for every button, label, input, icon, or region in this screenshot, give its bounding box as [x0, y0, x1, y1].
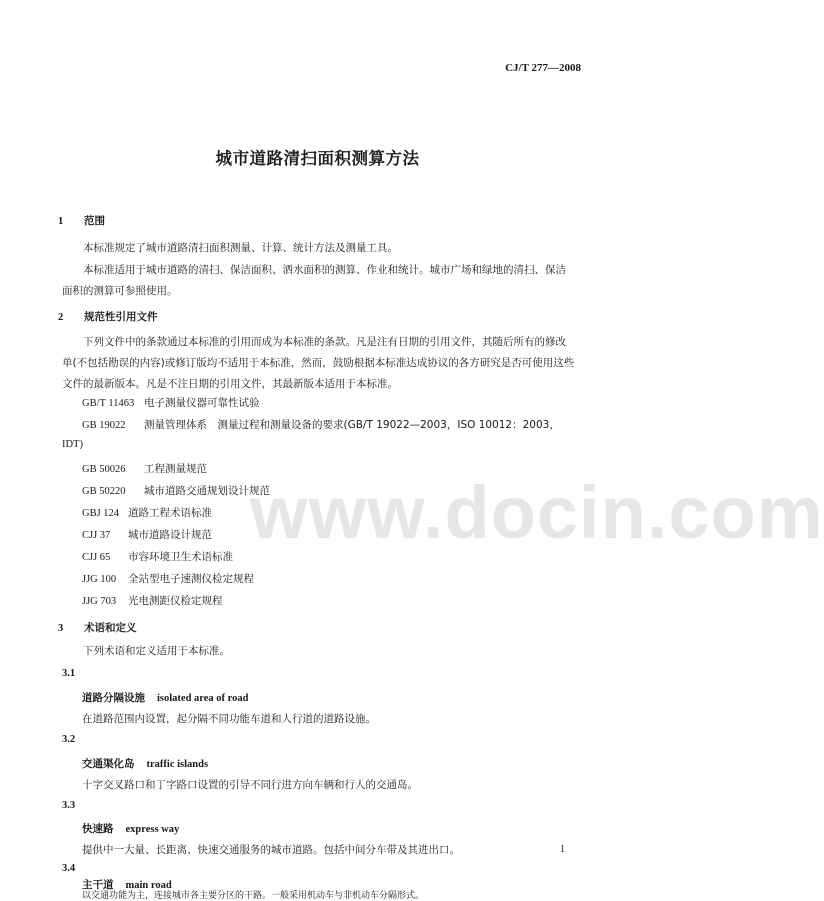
section-title: 术语和定义 [84, 622, 137, 634]
section-number: 2 [58, 312, 64, 323]
reference-code: GBJ 124 [82, 508, 120, 519]
document-title: 城市道路清扫面积测算方法 [215, 149, 420, 168]
term-definition: 在道路范围内设置，起分隔不同功能车道和人行道的道路设施。 [82, 713, 376, 725]
term-definition: 以交通功能为主，连接城市各主要分区的干路。一般采用机动车与非机动车分隔形式。 [82, 891, 425, 901]
section-3-heading [58, 620, 137, 635]
reference-name: 城市道路交通规划设计规范 [144, 485, 270, 497]
term-name [82, 756, 208, 771]
term-english: isolated area of road [157, 693, 249, 704]
reference-code: GB 50026 [82, 464, 126, 475]
section-title: 规范性引用文件 [84, 311, 158, 323]
term-chinese: 交通渠化岛 [82, 758, 135, 770]
standard-code: CJ/T 277—2008 [505, 62, 581, 74]
reference-code: CJJ 65 [82, 552, 111, 563]
watermark: www.docin.com [250, 471, 824, 554]
term-english: traffic islands [146, 759, 209, 770]
reference-code: GB/T 11463 [82, 398, 135, 409]
reference-continuation: IDT) [62, 439, 83, 450]
reference-name: 测量管理体系 测量过程和测量设备的要求(GB/T 19022—2003，ISO 10012：2003， [144, 419, 560, 431]
term-english: express way [125, 824, 180, 835]
term-english: main road [125, 880, 172, 891]
reference-item [82, 527, 212, 542]
terms-intro: 下列术语和定义适用于本标准。 [83, 645, 230, 657]
reference-name: 全站型电子速测仪检定规程 [128, 573, 254, 585]
term-name [82, 690, 248, 705]
reference-item [82, 505, 212, 520]
term-chinese: 快速路 [82, 823, 114, 835]
scope-paragraph-1: 本标准规定了城市道路清扫面积测量、计算、统计方法及测量工具。 [83, 242, 398, 254]
term-number: 3.4 [62, 863, 76, 874]
term-definition: 十字交叉路口和丁字路口设置的引导不同行进方向车辆和行人的交通岛。 [82, 779, 418, 791]
reference-item [82, 593, 223, 608]
term-number: 3.1 [62, 668, 76, 679]
section-number: 3 [58, 623, 64, 634]
reference-name: 电子测量仪器可靠性试验 [144, 397, 260, 409]
reference-name: 道路工程术语标准 [128, 507, 212, 519]
section-title: 范围 [84, 215, 105, 227]
reference-item [82, 571, 254, 586]
reference-name: 城市道路设计规范 [128, 529, 212, 541]
section-number: 1 [58, 216, 64, 227]
references-intro: 下列文件中的条款通过本标准的引用而成为本标准的条款。凡是注有日期的引用文件，其随后所有的修改单(不包括勘误的内容)或修订版均不适用于本标准，然而，鼓励根据本标准达成协议的各方研究是否可使用这些文件的最新版本。凡是不注日期的引用文件，其最新版本适用于本标准。 [62, 336, 575, 390]
reference-item [82, 483, 270, 498]
reference-item [82, 417, 560, 432]
reference-item [82, 395, 260, 410]
reference-name: 市容环境卫生术语标准 [128, 551, 233, 563]
term-name [82, 821, 179, 836]
page-number: 1 [560, 844, 565, 855]
reference-item [82, 549, 233, 564]
term-number: 3.3 [62, 800, 76, 811]
term-definition: 提供中一大量、长距离、快速交通服务的城市道路。包括中间分车带及其进出口。 [82, 844, 460, 856]
reference-code: JJG 703 [82, 596, 117, 607]
term-number: 3.2 [62, 734, 76, 745]
reference-code: CJJ 37 [82, 530, 111, 541]
reference-code: GB 50220 [82, 486, 126, 497]
reference-name: 光电测距仪检定规程 [128, 595, 223, 607]
section-2-heading [58, 309, 158, 324]
reference-code: GB 19022 [82, 420, 126, 431]
term-chinese: 道路分隔设施 [82, 692, 145, 704]
reference-item [82, 461, 207, 476]
section-1-heading [58, 213, 105, 228]
term-chinese: 主干道 [82, 879, 114, 891]
scope-paragraph-2: 本标准适用于城市道路的清扫、保洁面积、洒水面积的测算、作业和统计。城市广场和绿地的清扫、保洁面积的测算可参照使用。 [62, 264, 566, 297]
reference-name: 工程测量规范 [144, 463, 207, 475]
reference-code: JJG 100 [82, 574, 117, 585]
